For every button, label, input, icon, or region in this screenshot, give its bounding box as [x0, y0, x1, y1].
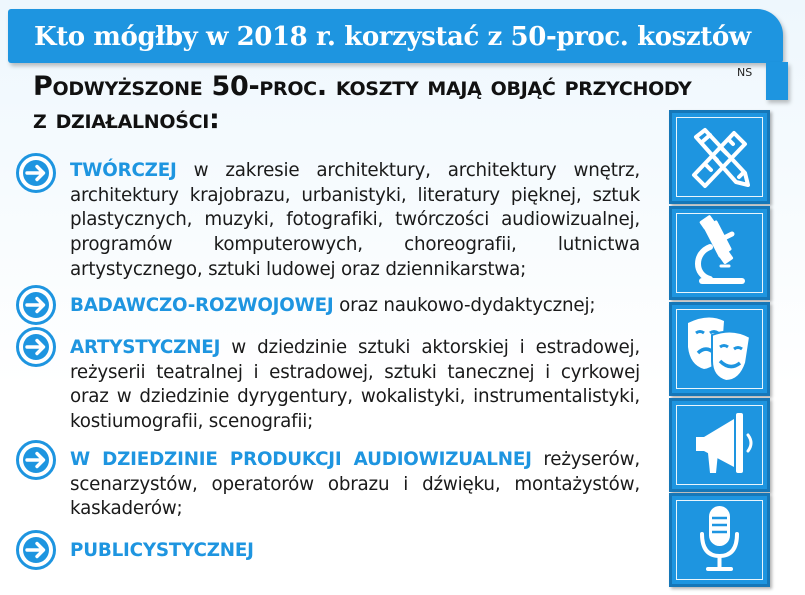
- list-item-description: w zakresie architektury, architektury wnętrz, architektury krajobrazu, urbanistyki, literatury pięknej, sztuk plastycznych, muzyki, fotografiki, twórczości audiowizualnej, programów komputerowych, choreografii, lutnictwa artystycznego, sztuki ludowej oraz dziennikarstwa;: [70, 160, 640, 280]
- icon-tile: [669, 110, 770, 204]
- pencil-ruler-icon: [672, 113, 767, 201]
- list-item-description: reżyserów, scenarzystów, operatorów obrazu i dźwięku, montażystów, kaskaderów;: [70, 449, 640, 520]
- list-item-keyword: PUBLICYSTYCZNEJ: [70, 540, 254, 561]
- list-item-keyword: BADAWCZO-ROZWOJOWEJ: [70, 295, 334, 316]
- list-item-keyword: TWÓRCZEJ: [70, 160, 177, 181]
- title-bar-tab: [766, 62, 788, 100]
- list-item-text: [70, 336, 640, 435]
- list-item-keyword: W DZIEDZINIE PRODUKCJI AUDIOWIZUALNEJ: [70, 449, 532, 470]
- microscope-icon: [672, 209, 767, 297]
- list-item-text: [70, 539, 640, 564]
- arrow-right-icon: [16, 327, 56, 367]
- list-item-text: [70, 294, 640, 319]
- title: Kto mógłby w 2018 r. korzystać z 50-proc. kosztów: [34, 22, 751, 52]
- theater-masks-icon: [672, 305, 767, 393]
- icon-tile: [669, 398, 770, 492]
- list-item-text: [70, 159, 640, 283]
- megaphone-icon: [672, 401, 767, 489]
- icon-tile: [669, 493, 770, 587]
- arrow-right-icon: [16, 440, 56, 480]
- arrow-right-icon: [16, 285, 56, 325]
- microphone-icon: [672, 496, 767, 584]
- author-credit: NS: [737, 66, 753, 79]
- arrow-right-icon: [16, 530, 56, 570]
- icon-tile: [669, 206, 770, 300]
- arrow-right-icon: [16, 153, 56, 193]
- list-item-description: w dziedzinie sztuki aktorskiej i estradowej, reżyserii teatralnej i estradowej, sztuki tanecznej i cyrkowej oraz w dziedzinie dyrygentury, wokalistyki, instrumentalistyki, kostiumografii, scenografii;: [70, 337, 640, 433]
- headline: Podwyższone 50-proc. koszty mają objąć przychody z działalności:: [33, 71, 692, 135]
- icon-tile: [669, 302, 770, 396]
- title-bar: [8, 9, 783, 63]
- list-item-text: [70, 448, 640, 522]
- list-item-keyword: ARTYSTYCZNEJ: [70, 337, 221, 358]
- list-item-description: oraz naukowo-dydaktycznej;: [333, 295, 596, 316]
